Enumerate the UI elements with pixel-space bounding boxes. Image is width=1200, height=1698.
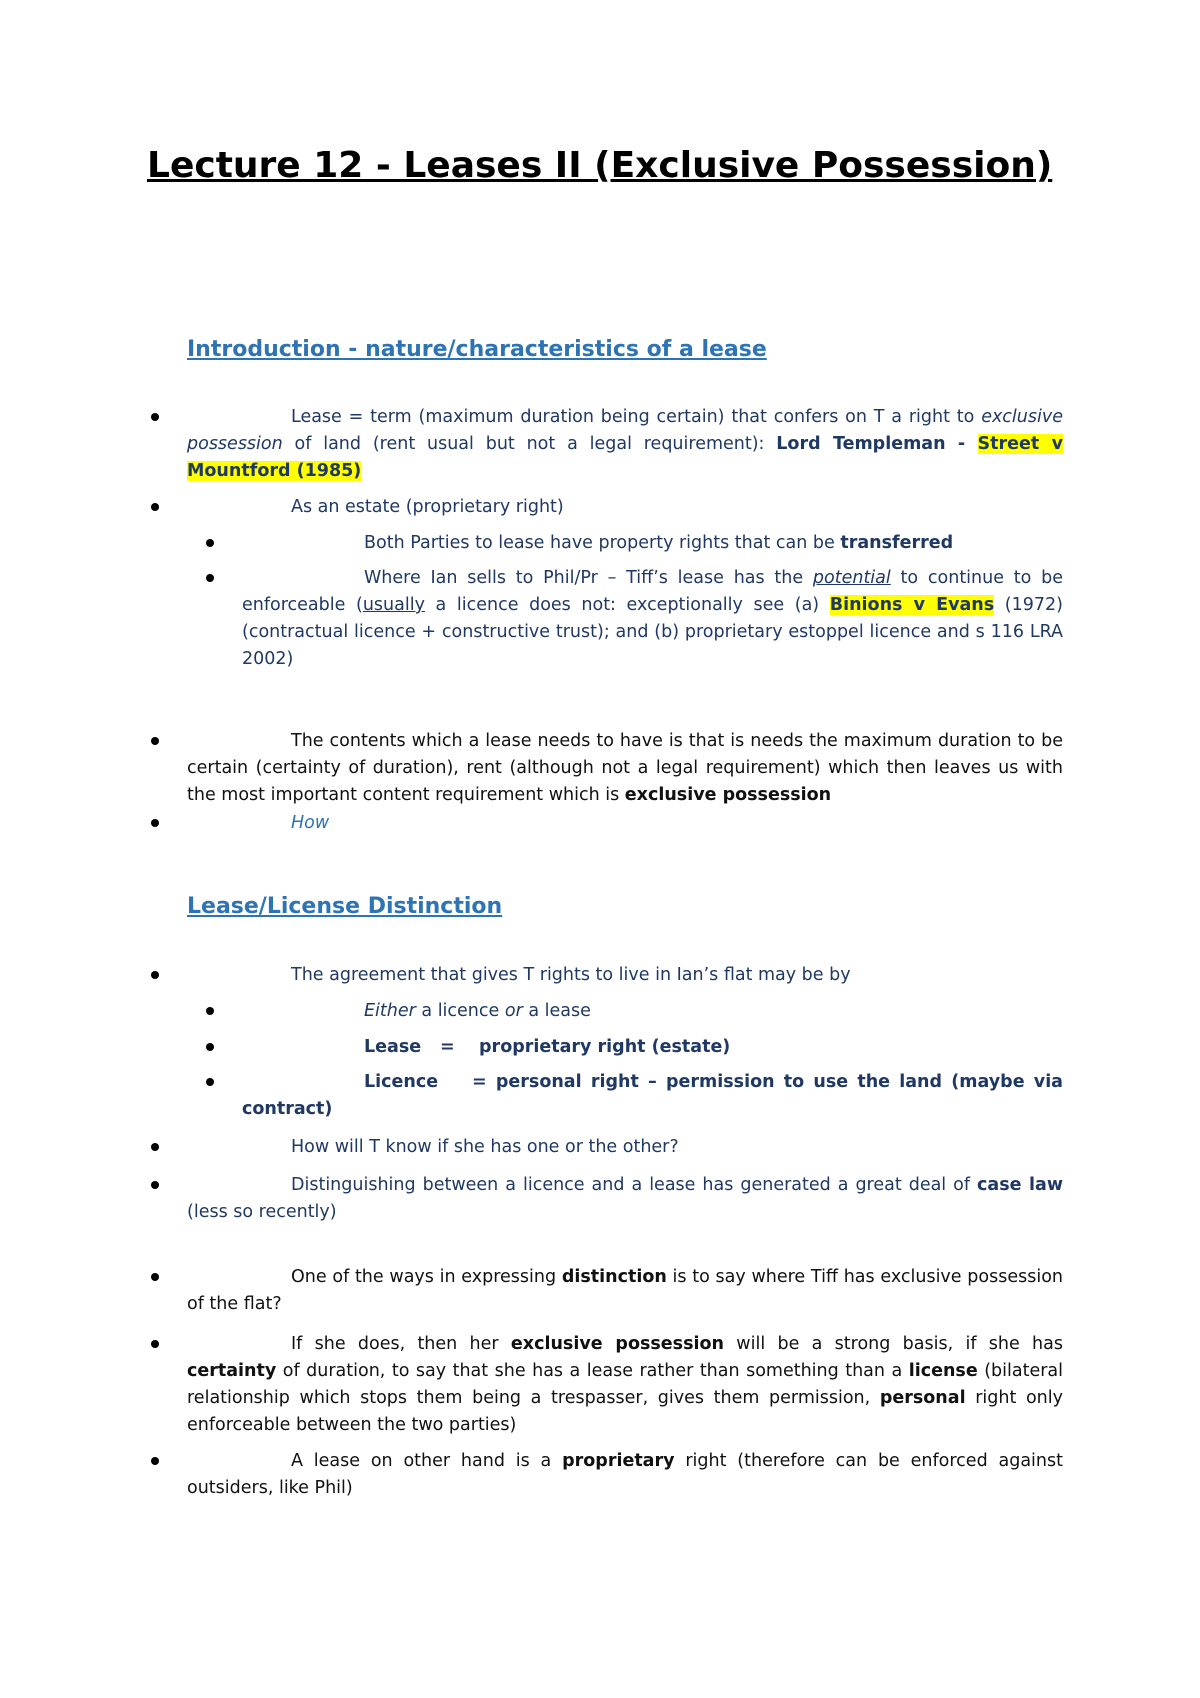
list-item: The agreement that gives T rights to live in Ian’s flat may be by	[187, 962, 1063, 989]
bullet-icon	[151, 503, 159, 511]
bullet-icon	[206, 574, 214, 582]
list-item: Lease = term (maximum duration being certain) that confers on T a right to exclusive possession of land (rent usual but not a legal requirement): Lord Templeman - Street v Mountford (1985)	[187, 404, 1063, 485]
page-title: Lecture 12 - Leases II (Exclusive Possession)	[147, 145, 1053, 186]
list-item: Distinguishing between a licence and a lease has generated a great deal of case law (less so recently)	[187, 1172, 1063, 1226]
list-item: Either a licence or a lease	[242, 998, 1063, 1025]
list-item: How	[187, 810, 1063, 837]
list-item: How will T know if she has one or the other?	[187, 1134, 1063, 1161]
case-citation: Street v Mountford (1985)	[187, 434, 1064, 481]
case-citation: Binions v Evans	[829, 595, 995, 615]
bullet-icon	[151, 737, 159, 745]
bullet-icon	[151, 1340, 159, 1348]
bullet-icon	[206, 1078, 214, 1086]
bullet-icon	[151, 1143, 159, 1151]
list-item: If she does, then her exclusive possession will be a strong basis, if she has certainty of duration, to say that she has a lease rather than something than a license (bilateral relationship which stops them being a trespasser, gives them permission, personal right only enforceable between the two parties)	[187, 1331, 1063, 1439]
bullet-icon	[206, 539, 214, 547]
bullet-icon	[151, 1181, 159, 1189]
list-item: As an estate (proprietary right)	[187, 494, 1063, 521]
bullet-icon	[151, 971, 159, 979]
judge-name: Lord Templeman -	[776, 434, 978, 454]
list-item: Lease = proprietary right (estate)	[242, 1034, 1063, 1061]
bullet-icon	[206, 1043, 214, 1051]
list-item: One of the ways in expressing distinction is to say where Tiff has exclusive possession of the flat?	[187, 1264, 1063, 1318]
bullet-icon	[151, 819, 159, 827]
emphasis-text: exclusive possession	[187, 407, 1063, 454]
list-item: The contents which a lease needs to have is that is needs the maximum duration to be certain (certainty of duration), rent (although not a legal requirement) which then leaves us with the most important content requirement which is exclusive possession	[187, 728, 1063, 809]
bullet-icon	[151, 1457, 159, 1465]
bullet-icon	[206, 1007, 214, 1015]
list-item: Both Parties to lease have property rights that can be transferred	[242, 530, 1063, 557]
list-item: Where Ian sells to Phil/Pr – Tiff’s lease has the potential to continue to be enforceable (usually a licence does not: exceptionally see (a) Binions v Evans (1972) (contractual licence + constructive trust); and (b) proprietary estoppel licence and s 116 LRA 2002)	[242, 565, 1063, 673]
list-item: Licence = personal right – permission to use the land (maybe via contract)	[242, 1069, 1063, 1123]
section-heading-distinction: Lease/License Distinction	[187, 894, 503, 919]
bullet-icon	[151, 1273, 159, 1281]
bullet-icon	[151, 413, 159, 421]
section-heading-introduction: Introduction - nature/characteristics of a lease	[187, 337, 767, 362]
list-item: A lease on other hand is a proprietary right (therefore can be enforced against outsiders, like Phil)	[187, 1448, 1063, 1502]
